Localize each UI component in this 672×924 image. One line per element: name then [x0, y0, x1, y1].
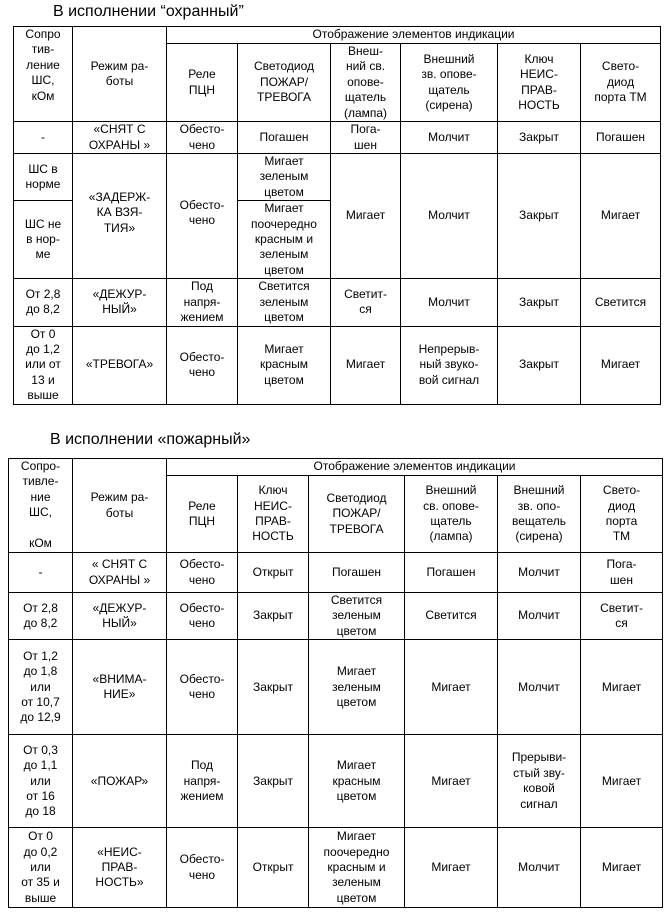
cell-fault-key: Открыт [238, 553, 309, 593]
table-row [9, 593, 663, 640]
header-resistance: Сопро тив- ление ШС, кОм [14, 27, 73, 122]
header-mode: Режим ра- боты [73, 27, 167, 122]
cell-resistance: - [14, 122, 73, 154]
indication-table-fire [8, 458, 663, 908]
header-ext-light: Внеш- ний св. опове- щатель (лампа) [331, 44, 401, 122]
cell-ext-light: Мигает [405, 735, 498, 828]
cell-mode: «ДЕЖУР- НЫЙ» [73, 279, 167, 326]
table-row [14, 279, 661, 326]
cell-resistance-alt: ШС не в нор- ме [14, 201, 73, 279]
header-relay: Реле ПЦН [167, 476, 238, 553]
table-row [9, 735, 663, 828]
header-indication-group: Отображение элементов индикации [167, 459, 663, 476]
cell-tm-port-led: Мигает [581, 326, 661, 404]
cell-ext-light: Мигает [405, 640, 498, 735]
header-mode: Режим ра- боты [73, 459, 167, 553]
header-indication-group: Отображение элементов индикации [167, 27, 661, 44]
cell-resistance: От 0 до 0,2 или от 35 и выше [9, 828, 73, 908]
cell-ext-sound: Непрерыв- ный звуко- вой сигнал [401, 326, 498, 404]
cell-led-fire-alarm: Светится зеленым цветом [238, 279, 331, 326]
header-resistance: Сопро- тивле- ние ШС, кОм [9, 459, 73, 553]
cell-led-fire-alarm: Мигает зеленым цветом [238, 154, 331, 201]
cell-ext-sound: Молчит [498, 640, 581, 735]
cell-ext-light: Мигает [331, 154, 401, 279]
cell-mode: «ВНИМА- НИЕ» [73, 640, 167, 735]
cell-ext-sound: Молчит [401, 154, 498, 279]
cell-relay: Обесто- чено [167, 122, 238, 154]
cell-resistance: От 2,8 до 8,2 [9, 593, 73, 640]
cell-relay: Обесто- чено [167, 154, 238, 279]
cell-led-fire-alarm: Мигает красным цветом [309, 735, 405, 828]
cell-fault-key: Закрыт [498, 154, 581, 279]
cell-fault-key: Закрыт [498, 279, 581, 326]
cell-resistance: От 0 до 1,2 или от 13 и выше [14, 326, 73, 404]
cell-led-fire-alarm: Мигает поочередно красным и зеленым цветом [309, 828, 405, 908]
cell-tm-port-led: Мигает [581, 735, 663, 828]
cell-relay: Под напря- жением [167, 279, 238, 326]
cell-fault-key: Закрыт [498, 326, 581, 404]
cell-fault-key: Закрыт [238, 640, 309, 735]
header-ext-sound: Внешний зв. опове- щатель (сирена) [401, 44, 498, 122]
cell-mode: «ПОЖАР» [73, 735, 167, 828]
header-relay: Реле ПЦН [167, 44, 238, 122]
cell-resistance: От 1,2 до 1,8 или от 10,7 до 12,9 [9, 640, 73, 735]
cell-ext-sound: Прерыви- стый зву- ковой сигнал [498, 735, 581, 828]
cell-ext-light: Мигает [331, 326, 401, 404]
cell-ext-sound: Молчит [498, 553, 581, 593]
cell-ext-sound: Молчит [401, 279, 498, 326]
header-ext-light: Внешний св. опове- щатель (лампа) [405, 476, 498, 553]
cell-ext-sound: Молчит [498, 593, 581, 640]
cell-mode: «НЕИС- ПРАВ- НОСТЬ» [73, 828, 167, 908]
cell-tm-port-led: Мигает [581, 154, 661, 279]
cell-mode: «ДЕЖУР- НЫЙ» [73, 593, 167, 640]
cell-tm-port-led: Светит- ся [581, 593, 663, 640]
cell-led-fire-alarm-alt: Мигает поочередно красным и зеленым цветом [238, 201, 331, 279]
indication-table-security [13, 26, 661, 405]
cell-led-fire-alarm: Мигает красным цветом [238, 326, 331, 404]
cell-fault-key: Закрыт [238, 735, 309, 828]
table-row [14, 154, 661, 201]
header-led-fire-alarm: Светодиод ПОЖАР/ ТРЕВОГА [309, 476, 405, 553]
header-tm-port-led: Свето- диод порта ТМ [581, 476, 663, 553]
cell-led-fire-alarm: Погашен [309, 553, 405, 593]
cell-led-fire-alarm: Мигает зеленым цветом [309, 640, 405, 735]
cell-tm-port-led: Светится [581, 279, 661, 326]
cell-resistance: ШС в норме [14, 154, 73, 201]
table-row [9, 640, 663, 735]
cell-tm-port-led: Погашен [581, 122, 661, 154]
cell-relay: Под напря- жением [167, 735, 238, 828]
cell-ext-light: Погашен [405, 553, 498, 593]
cell-resistance: От 0,3 до 1,1 или от 16 до 18 [9, 735, 73, 828]
section-title-security: В исполнении “охранный” [53, 3, 244, 20]
cell-mode: «ЗАДЕРЖ- КА ВЗЯ- ТИЯ» [73, 154, 167, 279]
cell-ext-light: Светится [405, 593, 498, 640]
cell-relay: Обесто- чено [167, 553, 238, 593]
cell-tm-port-led: Мигает [581, 828, 663, 908]
cell-resistance: От 2,8 до 8,2 [14, 279, 73, 326]
cell-resistance: - [9, 553, 73, 593]
cell-ext-sound: Молчит [498, 828, 581, 908]
cell-relay: Обесто- чено [167, 326, 238, 404]
table-row [9, 553, 663, 593]
header-ext-sound: Внешний зв. опо- вещатель (сирена) [498, 476, 581, 553]
section-title-fire: В исполнении «пожарный» [50, 431, 251, 448]
cell-fault-key: Открыт [238, 828, 309, 908]
cell-mode: « СНЯТ С ОХРАНЫ » [73, 553, 167, 593]
table-row [9, 828, 663, 908]
cell-mode: «СНЯТ С ОХРАНЫ » [73, 122, 167, 154]
cell-ext-light: Пога- шен [331, 122, 401, 154]
table-row [14, 326, 661, 404]
table-row [14, 122, 661, 154]
cell-led-fire-alarm: Светится зеленым цветом [309, 593, 405, 640]
cell-ext-light: Светит- ся [331, 279, 401, 326]
header-fault-key: Ключ НЕИС- ПРАВ- НОСТЬ [498, 44, 581, 122]
header-tm-port-led: Свето- диод порта ТМ [581, 44, 661, 122]
header-led-fire-alarm: Светодиод ПОЖАР/ ТРЕВОГА [238, 44, 331, 122]
cell-tm-port-led: Пога- шен [581, 553, 663, 593]
cell-relay: Обесто- чено [167, 593, 238, 640]
cell-relay: Обесто- чено [167, 640, 238, 735]
cell-tm-port-led: Мигает [581, 640, 663, 735]
cell-ext-light: Мигает [405, 828, 498, 908]
cell-led-fire-alarm: Погашен [238, 122, 331, 154]
header-fault-key: Ключ НЕИС- ПРАВ- НОСТЬ [238, 476, 309, 553]
cell-mode: «ТРЕВОГА» [73, 326, 167, 404]
cell-fault-key: Закрыт [498, 122, 581, 154]
cell-fault-key: Закрыт [238, 593, 309, 640]
cell-relay: Обесто- чено [167, 828, 238, 908]
cell-ext-sound: Молчит [401, 122, 498, 154]
